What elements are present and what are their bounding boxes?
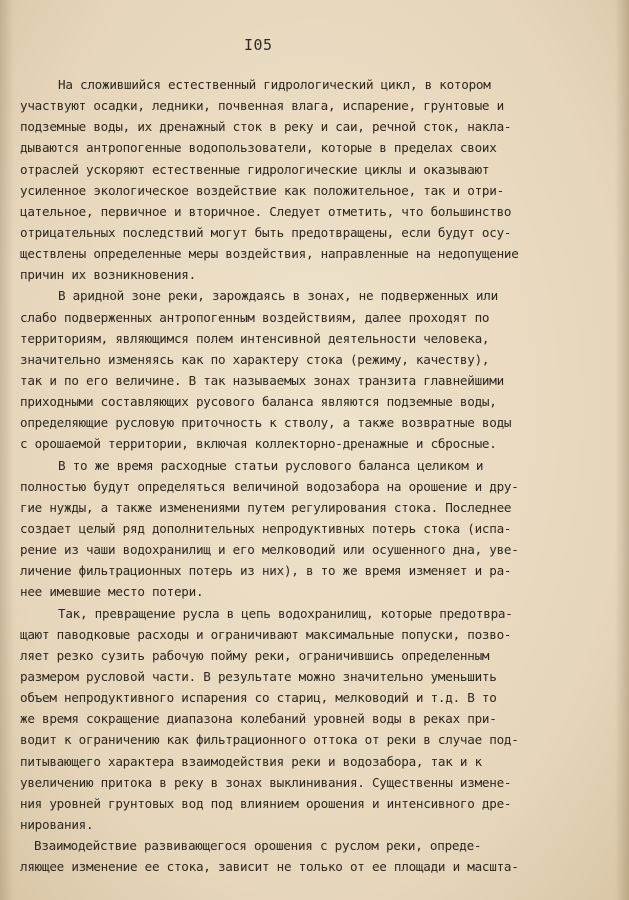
text-line: с орошаемой территории, включая коллекторно-дренажные и сбросные. xyxy=(20,436,497,452)
text-line: питывающего характера взаимодействия реки и водозабора, так и к xyxy=(20,753,482,769)
text-line: слабо подверженных антропогенным воздействиям, далее проходят по xyxy=(20,309,490,325)
text-line: гие нужды, а также изменениями путем регулирования стока. Последнее xyxy=(20,499,512,515)
body-text xyxy=(20,74,598,877)
text-line: нирования. xyxy=(20,816,94,832)
text-line: На сложившийся естественный гидрологический цикл, в котором xyxy=(58,77,491,92)
text-line: цательное, первичное и вторичное. Следует отметить, что большинство xyxy=(20,203,512,219)
text-line: же время сокращение диапазона колебаний уровней воды в реках при- xyxy=(20,711,497,727)
text-line: определяющие русловую приточность к стволу, а также возвратные воды xyxy=(20,415,512,431)
text-line: участвуют осадки, ледники, почвенная влага, испарение, грунтовые и xyxy=(20,98,504,114)
text-line: отрицательных последствий могут быть предотвращены, если будут осу- xyxy=(20,224,512,240)
text-line: нее имевшие место потери. xyxy=(20,584,204,600)
text-line: Взаимодействие развивающегося орошения с руслом реки, опреде- xyxy=(34,838,482,854)
text-line: В то же время расходные статьи руслового баланса целиком и xyxy=(58,457,484,473)
text-line: рение из чаши водохранилищ и его мелководий или осушенного дна, уве- xyxy=(20,542,519,558)
page-number: I05 xyxy=(244,36,273,54)
text-line: подземные воды, их дренажный сток в реку и саи, речной сток, накла- xyxy=(20,119,512,135)
text-line: приходными составляющих русового баланса являются подземные воды, xyxy=(20,394,497,410)
text-line: увеличению притока в реку в зонах выклинивания. Существенны измене- xyxy=(20,774,512,790)
text-line: размером русловой части. В результате можно значительно уменьшить xyxy=(20,668,497,684)
text-line: причин их возникновения. xyxy=(20,267,196,283)
text-line: полностью будут определяться величиной водозабора на орошение и дру- xyxy=(20,478,519,494)
text-line: территориям, являющимся полем интенсивной деятельности человека, xyxy=(20,330,490,346)
text-line: создает целый ряд дополнительных непродуктивных потерь стока (испа- xyxy=(20,520,512,536)
text-line: объем непродуктивного испарения со стариц, мелководий и т.д. В то xyxy=(20,690,497,706)
text-line: водит к ограничению как фильтрационного оттока от реки в случае под- xyxy=(20,732,519,748)
text-line: значительно изменяясь как по характеру стока (режиму, качеству), xyxy=(20,351,490,367)
text-line: щают паводковые расходы и ограничивают максимальные попуски, позво- xyxy=(20,626,512,642)
text-line: так и по его величине. В так называемых зонах транзита главнейшими xyxy=(20,372,504,388)
text-line: личение фильтрационных потерь из них), в то же время изменяет и ра- xyxy=(20,563,512,579)
text-line: ляющее изменение ее стока, зависит не только от ее площади и масшта- xyxy=(20,859,519,875)
text-line: ществлены определенные меры воздействия, направленные на недопущение xyxy=(20,246,519,262)
text-line: Так, превращение русла в цепь водохранилищ, которые предотвра- xyxy=(58,605,513,621)
text-line: ния уровней грунтовых вод под влиянием орошения и интенсивного дре- xyxy=(20,795,512,811)
text-line: В аридной зоне реки, зарождаясь в зонах, не подверженных или xyxy=(58,288,498,304)
text-line: усиленное экологическое воздействие как положительное, так и отри- xyxy=(20,182,504,198)
text-line: ляет резко сузить рабочую пойму реки, ограничившись определенным xyxy=(20,647,490,663)
page-edge-shadow-left xyxy=(0,0,14,900)
page-edge-shadow-right xyxy=(615,0,629,900)
text-line: отраслей ускоряют естественные гидрологические циклы и оказывают xyxy=(20,161,490,177)
text-line: дываются антропогенные водопользователи, которые в пределах своих xyxy=(20,140,497,156)
